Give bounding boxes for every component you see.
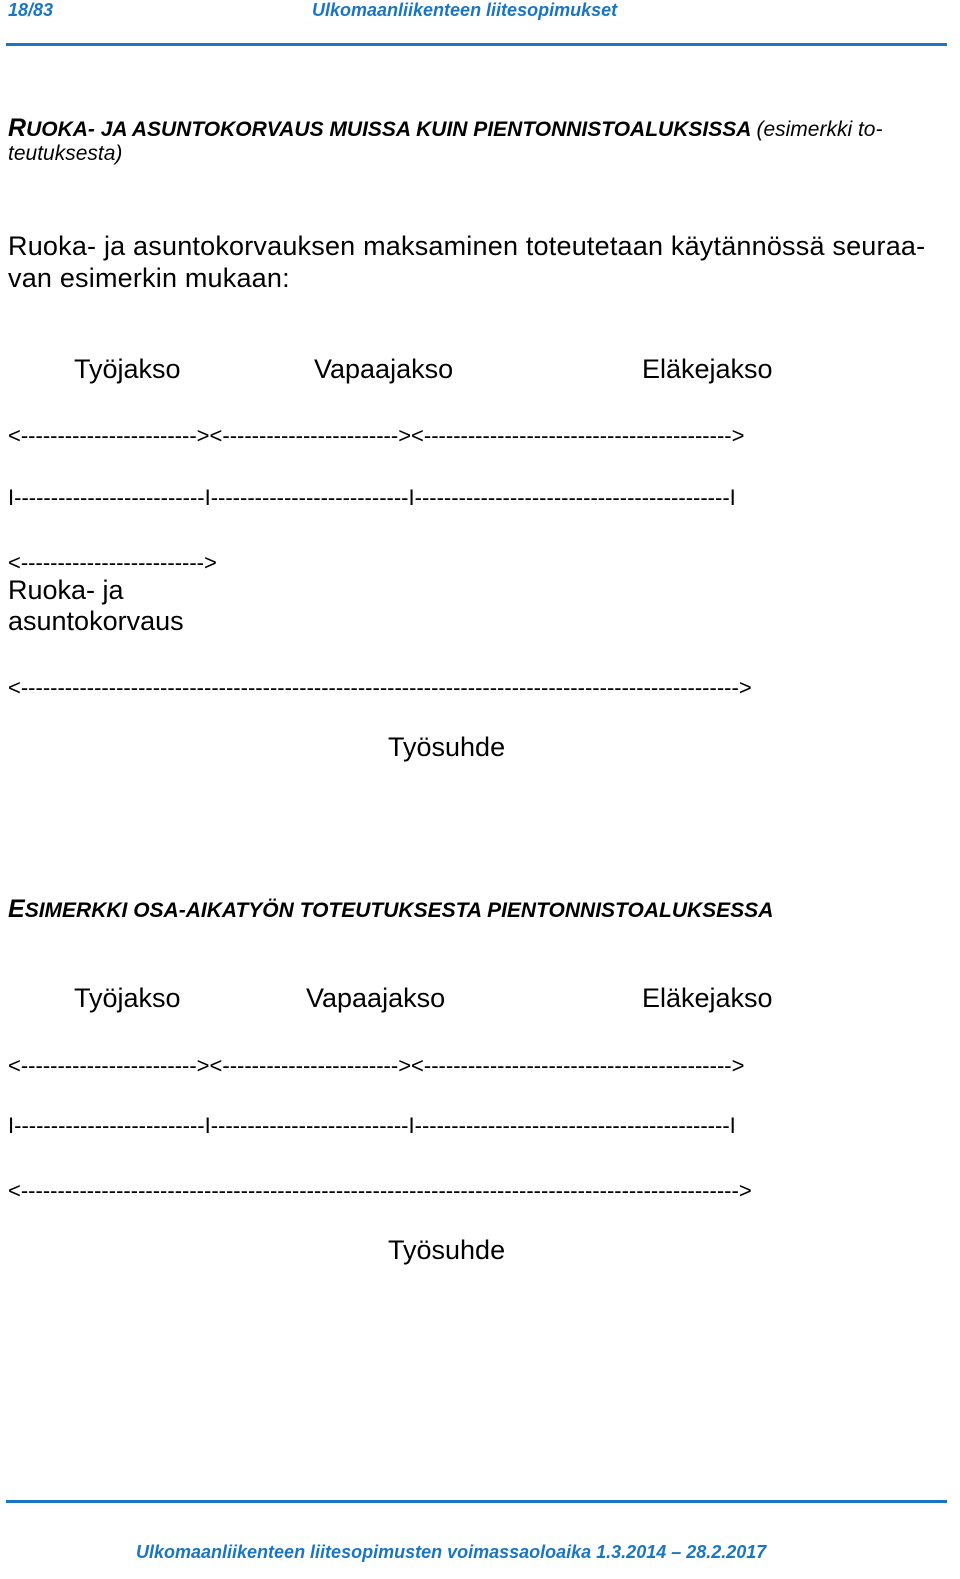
section1-heading-note: (esimerkki to- xyxy=(756,118,883,141)
period-bars: I--------------------------I---------------------------I-------------------------------------------I xyxy=(8,485,736,510)
label-tyojakso-2: Työjakso xyxy=(74,983,181,1013)
section1-heading-text: UOKA- JA ASUNTOKORVAUS MUISSA KUIN PIENTONNISTOALUKSISSA xyxy=(26,118,751,141)
footer-text: Ulkomaanliikenteen liitesopimusten voimassaoloaika 1.3.2014 – 28.2.2017 xyxy=(136,1542,767,1562)
page-number: 18/83 xyxy=(8,0,54,20)
section2-heading-text: SIMERKKI OSA-AIKATYÖN TOTEUTUKSESTA PIENTONNISTOALUKSESSA xyxy=(24,899,774,922)
korvaus-label-line-2: asuntokorvaus xyxy=(8,606,184,636)
period-bars-2: I--------------------------I---------------------------I-------------------------------------------I xyxy=(8,1113,736,1138)
intro-paragraph-line-1: Ruoka- ja asuntokorvauksen maksaminen toteutetaan käytännössä seuraa- xyxy=(8,231,926,261)
header-rule xyxy=(6,43,947,46)
label-vapaajakso-2: Vapaajakso xyxy=(306,983,446,1013)
section1-heading xyxy=(8,114,882,143)
section1-heading-initial: R xyxy=(8,114,27,142)
tyosuhde-label-2: Työsuhde xyxy=(388,1235,506,1265)
label-elakejakso-2: Eläkejakso xyxy=(642,983,773,1013)
header-title: Ulkomaanliikenteen liitesopimukset xyxy=(312,0,618,20)
korvaus-label-line-1: Ruoka- ja xyxy=(8,575,124,605)
tyosuhde-arrow: <--------------------------------------------------------------------------------------------------> xyxy=(8,675,752,700)
period-arrows-2: <------------------------><------------------------><------------------------------------------> xyxy=(8,1053,745,1078)
intro-paragraph-line-2: van esimerkin mukaan: xyxy=(8,263,290,293)
footer-rule xyxy=(6,1500,947,1503)
tyosuhde-arrow-2: <--------------------------------------------------------------------------------------------------> xyxy=(8,1178,752,1203)
section1-heading-cont xyxy=(8,142,122,166)
tyosuhde-label: Työsuhde xyxy=(388,732,506,762)
label-elakejakso: Eläkejakso xyxy=(642,354,773,384)
label-tyojakso: Työjakso xyxy=(74,354,181,384)
section1-heading-note-cont: teutuksesta) xyxy=(8,142,123,165)
label-vapaajakso: Vapaajakso xyxy=(314,354,454,384)
korvaus-arrow: <-------------------------> xyxy=(8,550,217,575)
period-arrows: <------------------------><------------------------><------------------------------------------> xyxy=(8,423,745,448)
section2-heading-initial: E xyxy=(8,895,25,923)
section2-heading xyxy=(8,895,773,924)
